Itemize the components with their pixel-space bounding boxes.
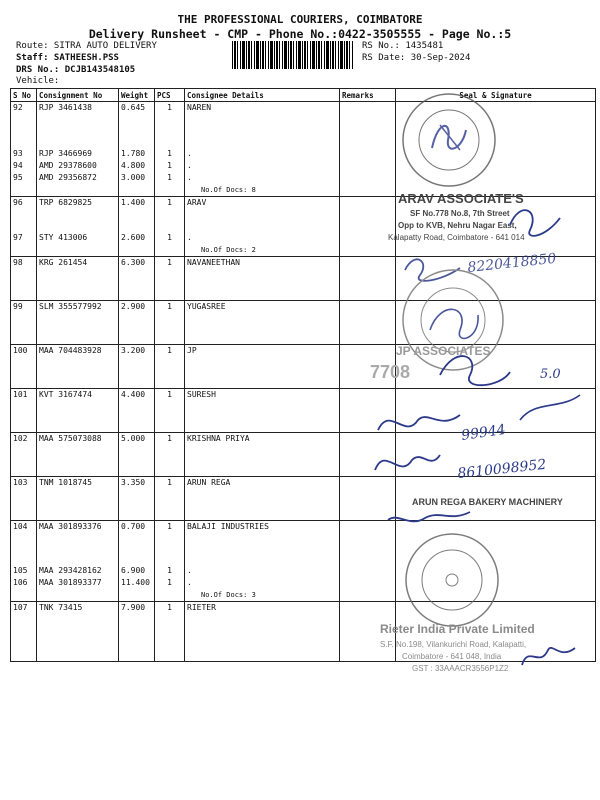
empty-cell bbox=[119, 244, 155, 257]
docs-count: No.Of Docs: 8 bbox=[185, 184, 340, 197]
table-row bbox=[11, 565, 596, 577]
row-consignment: MAA 301893376 bbox=[37, 521, 119, 565]
row-consignment: TRP 6829825 bbox=[37, 196, 119, 232]
row-remarks bbox=[340, 172, 396, 184]
docs-count: No.Of Docs: 3 bbox=[185, 589, 340, 602]
row-consignment: MAA 704483928 bbox=[37, 345, 119, 389]
table-row bbox=[11, 257, 596, 301]
route-label: Route: SITRA AUTO DELIVERY bbox=[16, 41, 157, 51]
row-seal bbox=[396, 577, 596, 589]
row-pcs: 1 bbox=[155, 433, 185, 477]
row-seal bbox=[396, 565, 596, 577]
company-title: THE PROFESSIONAL COURIERS, COIMBATORE bbox=[177, 13, 423, 26]
row-consignee: KRISHNA PRIYA bbox=[185, 433, 340, 477]
barcode-image bbox=[232, 41, 354, 69]
row-consignment: AMD 29356872 bbox=[37, 172, 119, 184]
row-remarks bbox=[340, 433, 396, 477]
row-pcs: 1 bbox=[155, 577, 185, 589]
jp-stamp-number: 7708 bbox=[370, 362, 411, 382]
row-pcs: 1 bbox=[155, 232, 185, 244]
row-weight: 7.900 bbox=[119, 601, 155, 661]
drs-number: DRS No.: DCJB143548105 bbox=[16, 65, 136, 75]
empty-cell bbox=[340, 184, 396, 197]
phone-102: 8610098952 bbox=[456, 456, 548, 482]
col-weight: Weight bbox=[119, 89, 155, 102]
table-row bbox=[11, 172, 596, 184]
row-sno: 103 bbox=[11, 477, 37, 521]
row-consignment: MAA 575073088 bbox=[37, 433, 119, 477]
table-row bbox=[11, 521, 596, 565]
rs-date: RS Date: 30-Sep-2024 bbox=[362, 53, 471, 63]
runsheet-table bbox=[10, 88, 596, 662]
row-consignee: . bbox=[185, 232, 340, 244]
row-consignment: STY 413006 bbox=[37, 232, 119, 244]
empty-cell bbox=[340, 589, 396, 602]
row-remarks bbox=[340, 257, 396, 301]
row-seal bbox=[396, 521, 596, 565]
empty-cell bbox=[37, 184, 119, 197]
row-remarks bbox=[340, 102, 396, 148]
jp-sign: 5.0 bbox=[540, 367, 561, 382]
table-row bbox=[11, 232, 596, 244]
row-pcs: 1 bbox=[155, 172, 185, 184]
row-consignee: . bbox=[185, 160, 340, 172]
row-consignee: SURESH bbox=[185, 389, 340, 433]
row-pcs: 1 bbox=[155, 102, 185, 148]
empty-cell bbox=[155, 184, 185, 197]
row-consignee: NAVANEETHAN bbox=[185, 257, 340, 301]
row-weight: 3.350 bbox=[119, 477, 155, 521]
row-remarks bbox=[340, 301, 396, 345]
row-consignee: NAREN bbox=[185, 102, 340, 148]
empty-cell bbox=[37, 589, 119, 602]
rieter-stamp-name: Rieter India Private Limited bbox=[380, 622, 535, 636]
empty-cell bbox=[340, 244, 396, 257]
row-weight: 6.900 bbox=[119, 565, 155, 577]
col-consignment: Consignment No bbox=[37, 89, 119, 102]
arav-stamp-line3: Kalapatty Road, Coimbatore - 641 014 bbox=[388, 233, 525, 242]
row-sno: 106 bbox=[11, 577, 37, 589]
empty-cell bbox=[396, 244, 596, 257]
row-consignment: KRG 261454 bbox=[37, 257, 119, 301]
arav-stamp-name: ARAV ASSOCIATE'S bbox=[398, 191, 524, 206]
row-sno: 92 bbox=[11, 102, 37, 148]
row-consignee: YUGASREE bbox=[185, 301, 340, 345]
row-consignment: AMD 29378600 bbox=[37, 160, 119, 172]
row-sno: 98 bbox=[11, 257, 37, 301]
row-sno: 101 bbox=[11, 389, 37, 433]
rs-number: RS No.: 1435481 bbox=[362, 41, 444, 51]
row-consignment: MAA 301893377 bbox=[37, 577, 119, 589]
row-weight: 4.800 bbox=[119, 160, 155, 172]
row-consignee: . bbox=[185, 577, 340, 589]
row-weight: 5.000 bbox=[119, 433, 155, 477]
row-seal bbox=[396, 196, 596, 232]
row-weight: 11.400 bbox=[119, 577, 155, 589]
row-pcs: 1 bbox=[155, 257, 185, 301]
empty-cell bbox=[119, 589, 155, 602]
row-consignment: RJP 3461438 bbox=[37, 102, 119, 148]
table-row bbox=[11, 601, 596, 661]
phone-101: 99944 bbox=[460, 421, 507, 444]
empty-cell bbox=[11, 184, 37, 197]
row-weight: 0.645 bbox=[119, 102, 155, 148]
table-row bbox=[11, 160, 596, 172]
row-weight: 4.400 bbox=[119, 389, 155, 433]
row-pcs: 1 bbox=[155, 565, 185, 577]
row-sno: 102 bbox=[11, 433, 37, 477]
rieter-stamp-gst: GST : 33AAACR3556P1Z2 bbox=[412, 664, 509, 673]
row-pcs: 1 bbox=[155, 601, 185, 661]
rieter-stamp-line2: Coimbatore - 641 048, India bbox=[402, 652, 502, 661]
row-consignment: TNM 1018745 bbox=[37, 477, 119, 521]
row-sno: 100 bbox=[11, 345, 37, 389]
row-remarks bbox=[340, 565, 396, 577]
row-weight: 3.000 bbox=[119, 172, 155, 184]
rieter-stamp-line1: S.F. No.198, Vilankurichi Road, Kalapatti, bbox=[380, 640, 527, 649]
row-consignee: . bbox=[185, 148, 340, 160]
row-pcs: 1 bbox=[155, 477, 185, 521]
row-consignee: JP bbox=[185, 345, 340, 389]
row-consignment: RJP 3466969 bbox=[37, 148, 119, 160]
table-row bbox=[11, 196, 596, 232]
row-seal bbox=[396, 232, 596, 244]
docs-count-row bbox=[11, 184, 596, 197]
row-seal bbox=[396, 172, 596, 184]
row-pcs: 1 bbox=[155, 148, 185, 160]
row-pcs: 1 bbox=[155, 196, 185, 232]
empty-cell bbox=[396, 589, 596, 602]
row-sno: 104 bbox=[11, 521, 37, 565]
empty-cell bbox=[155, 244, 185, 257]
row-seal bbox=[396, 433, 596, 477]
docs-count-row bbox=[11, 244, 596, 257]
arav-stamp-line2: Opp to KVB, Nehru Nagar East, bbox=[398, 221, 517, 230]
table-row bbox=[11, 477, 596, 521]
row-pcs: 1 bbox=[155, 521, 185, 565]
row-seal bbox=[396, 160, 596, 172]
row-sno: 93 bbox=[11, 148, 37, 160]
row-pcs: 1 bbox=[155, 301, 185, 345]
jp-stamp-name: JP ASSOCIATES bbox=[396, 344, 491, 358]
row-sno: 94 bbox=[11, 160, 37, 172]
empty-cell bbox=[396, 184, 596, 197]
empty-cell bbox=[119, 184, 155, 197]
row-consignee: . bbox=[185, 565, 340, 577]
row-seal bbox=[396, 601, 596, 661]
col-consignee: Consignee Details bbox=[185, 89, 340, 102]
col-pcs: PCS bbox=[155, 89, 185, 102]
row-consignee: BALAJI INDUSTRIES bbox=[185, 521, 340, 565]
runsheet-title: Delivery Runsheet - CMP - Phone No.:0422-3505555 - Page No.:5 bbox=[88, 27, 512, 41]
row-sno: 99 bbox=[11, 301, 37, 345]
row-remarks bbox=[340, 160, 396, 172]
docs-count-row bbox=[11, 589, 596, 602]
row-pcs: 1 bbox=[155, 160, 185, 172]
table-row bbox=[11, 433, 596, 477]
row-remarks bbox=[340, 577, 396, 589]
empty-cell bbox=[37, 244, 119, 257]
row-consignment: MAA 293428162 bbox=[37, 565, 119, 577]
row-remarks bbox=[340, 389, 396, 433]
table-row bbox=[11, 102, 596, 148]
table-row bbox=[11, 148, 596, 160]
row-consignee: . bbox=[185, 172, 340, 184]
table-row bbox=[11, 345, 596, 389]
row-sno: 105 bbox=[11, 565, 37, 577]
phone-98: 8220418850 bbox=[466, 250, 558, 276]
row-weight: 6.300 bbox=[119, 257, 155, 301]
row-weight: 1.400 bbox=[119, 196, 155, 232]
row-seal bbox=[396, 477, 596, 521]
row-pcs: 1 bbox=[155, 389, 185, 433]
row-seal bbox=[396, 148, 596, 160]
row-weight: 3.200 bbox=[119, 345, 155, 389]
empty-cell bbox=[11, 589, 37, 602]
table-row bbox=[11, 301, 596, 345]
row-consignment: SLM 355577992 bbox=[37, 301, 119, 345]
row-pcs: 1 bbox=[155, 345, 185, 389]
table-header-row bbox=[11, 89, 596, 102]
arav-stamp-line1: SF No.778 No.8, 7th Street bbox=[410, 209, 510, 218]
row-seal bbox=[396, 102, 596, 148]
row-remarks bbox=[340, 148, 396, 160]
row-remarks bbox=[340, 601, 396, 661]
empty-cell bbox=[11, 244, 37, 257]
arun-stamp-name: ARUN REGA BAKERY MACHINERY bbox=[412, 497, 563, 507]
row-sno: 95 bbox=[11, 172, 37, 184]
table-row bbox=[11, 389, 596, 433]
row-weight: 1.780 bbox=[119, 148, 155, 160]
row-remarks bbox=[340, 521, 396, 565]
row-sno: 96 bbox=[11, 196, 37, 232]
row-consignee: ARUN REGA bbox=[185, 477, 340, 521]
row-remarks bbox=[340, 345, 396, 389]
col-remarks: Remarks bbox=[340, 89, 396, 102]
row-weight: 0.700 bbox=[119, 521, 155, 565]
docs-count: No.Of Docs: 2 bbox=[185, 244, 340, 257]
row-remarks bbox=[340, 477, 396, 521]
table-row bbox=[11, 577, 596, 589]
row-sno: 97 bbox=[11, 232, 37, 244]
row-seal bbox=[396, 301, 596, 345]
row-remarks bbox=[340, 232, 396, 244]
row-consignment: TNK 73415 bbox=[37, 601, 119, 661]
row-weight: 2.600 bbox=[119, 232, 155, 244]
row-consignee: ARAV bbox=[185, 196, 340, 232]
row-weight: 2.900 bbox=[119, 301, 155, 345]
row-sno: 107 bbox=[11, 601, 37, 661]
row-consignee: RIETER bbox=[185, 601, 340, 661]
col-sno: S No bbox=[11, 89, 37, 102]
staff-label: Staff: SATHEESH.PSS bbox=[16, 53, 119, 63]
empty-cell bbox=[155, 589, 185, 602]
row-consignment: KVT 3167474 bbox=[37, 389, 119, 433]
col-seal: Seal & Signature bbox=[396, 89, 596, 102]
row-remarks bbox=[340, 196, 396, 232]
row-seal bbox=[396, 257, 596, 301]
row-seal bbox=[396, 345, 596, 389]
vehicle-label: Vehicle: bbox=[16, 76, 60, 86]
row-seal bbox=[396, 389, 596, 433]
